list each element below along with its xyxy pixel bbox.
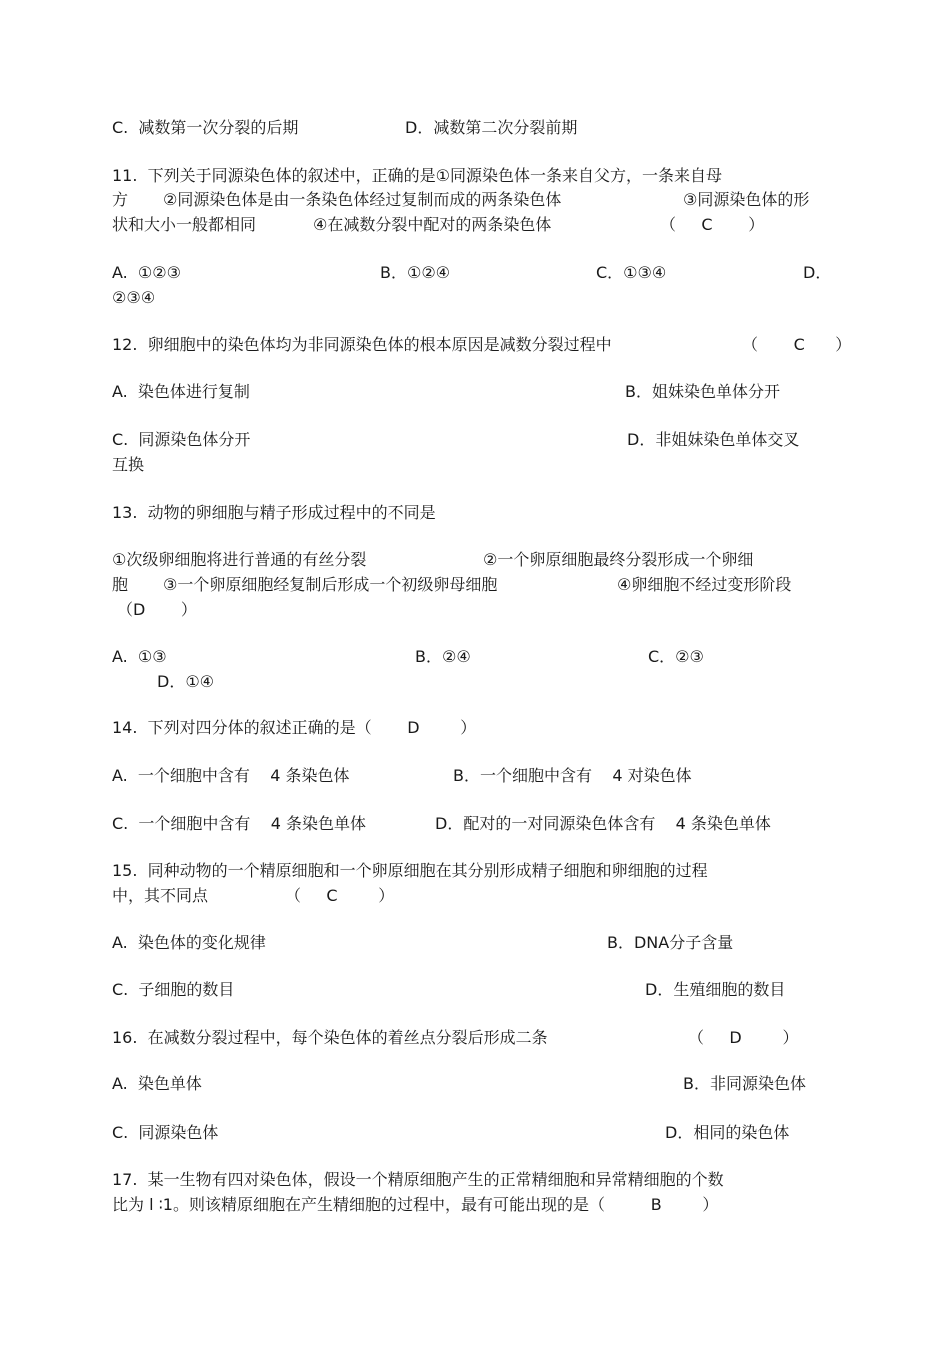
text-line-10-0: 13. 动物的卵细胞与精子形成过程中的不同是 [112,503,436,522]
text-line-18-0: C. 一个细胞中含有 4 条染色单体 [112,814,367,833]
text-line-21-1: B．DNA分子含量 [607,933,734,952]
text-line-15-0: D．①④ [157,672,215,691]
text-line-14-1: B．②④ [415,647,471,666]
text-line-25-1: D．相同的染色体 [665,1123,790,1142]
text-line-19-0: 15. 同种动物的一个精原细胞和一个卵原细胞在其分别形成精子细胞和卵细胞的过程 [112,861,708,880]
text-line-23-0: 16. 在减数分裂过程中，每个染色体的着丝点分裂后形成二条 [112,1028,548,1047]
text-line-3-0: 状和大小一般都相同 [112,215,257,234]
text-line-14-2: C．②③ [648,647,704,666]
text-line-27-0: 比为 l ∶1。则该精原细胞在产生精细胞的过程中，最有可能出现的是（ B ） [112,1195,719,1214]
text-line-3-1: ④在减数分裂中配对的两条染色体 [313,215,552,234]
text-line-22-0: C. 子细胞的数目 [112,980,235,999]
text-line-4-1: B．①②④ [380,263,451,282]
text-line-17-0: A. 一个细胞中含有 4 条染色体 [112,766,350,785]
text-line-20-0: 中，其不同点 [112,886,209,905]
text-line-12-2: ④卵细胞不经过变形阶段 [617,575,792,594]
text-line-25-0: C. 同源染色体 [112,1123,219,1142]
text-line-5-0: ②③④ [112,288,156,307]
text-line-11-0: ①次级卵细胞将进行普通的有丝分裂 [112,550,367,569]
text-line-0-1: D．减数第二次分裂前期 [405,118,578,137]
text-line-18-1: D．配对的一对同源染色体含有 4 条染色单体 [435,814,771,833]
text-line-14-0: A. ①③ [112,647,167,666]
text-line-2-1: ②同源染色体是由一条染色体经过复制而成的两条染色体 [163,190,562,209]
text-line-7-1: B．姐妹染色单体分开 [625,382,780,401]
text-line-12-1: ③一个卵原细胞经复制后形成一个初级卵母细胞 [163,575,498,594]
text-line-21-0: A. 染色体的变化规律 [112,933,266,952]
text-line-24-0: A. 染色单体 [112,1074,202,1093]
text-line-4-0: A. ①②③ [112,263,181,282]
text-line-4-2: C．①③④ [596,263,667,282]
text-line-2-0: 方 [112,190,129,209]
text-line-3-2: （ C ） [660,215,765,234]
text-line-2-2: ③同源染色体的形 [683,190,810,209]
text-line-12-0: 胞 [112,575,129,594]
text-line-1-0: 11. 下列关于同源染色体的叙述中，正确的是①同源染色体一条来自父方，一条来自母 [112,166,722,185]
text-line-6-1: （ C ） [742,335,852,354]
text-line-0-0: C. 减数第一次分裂的后期 [112,118,299,137]
text-line-22-1: D．生殖细胞的数目 [645,980,786,999]
text-line-20-1: （ C ） [285,886,395,905]
text-line-6-0: 12. 卵细胞中的染色体均为非同源染色体的根本原因是减数分裂过程中 [112,335,612,354]
text-line-4-3: D． [803,263,832,282]
text-line-23-1: （ D ） [688,1028,799,1047]
text-line-13-0: （D ） [117,600,197,619]
text-line-24-1: B．非同源染色体 [683,1074,806,1093]
text-line-17-1: B．一个细胞中含有 4 对染色体 [453,766,692,785]
text-line-8-0: C. 同源染色体分开 [112,430,251,449]
text-line-11-1: ②一个卵原细胞最终分裂形成一个卵细 [483,550,754,569]
text-line-26-0: 17. 某一生物有四对染色体，假设一个精原细胞产生的正常精细胞和异常精细胞的个数 [112,1170,724,1189]
text-line-7-0: A. 染色体进行复制 [112,382,250,401]
text-line-16-0: 14. 下列对四分体的叙述正确的是（ D ） [112,718,477,737]
text-line-9-0: 互换 [112,455,145,474]
text-line-8-1: D．非姐妹染色单体交叉 [627,430,800,449]
